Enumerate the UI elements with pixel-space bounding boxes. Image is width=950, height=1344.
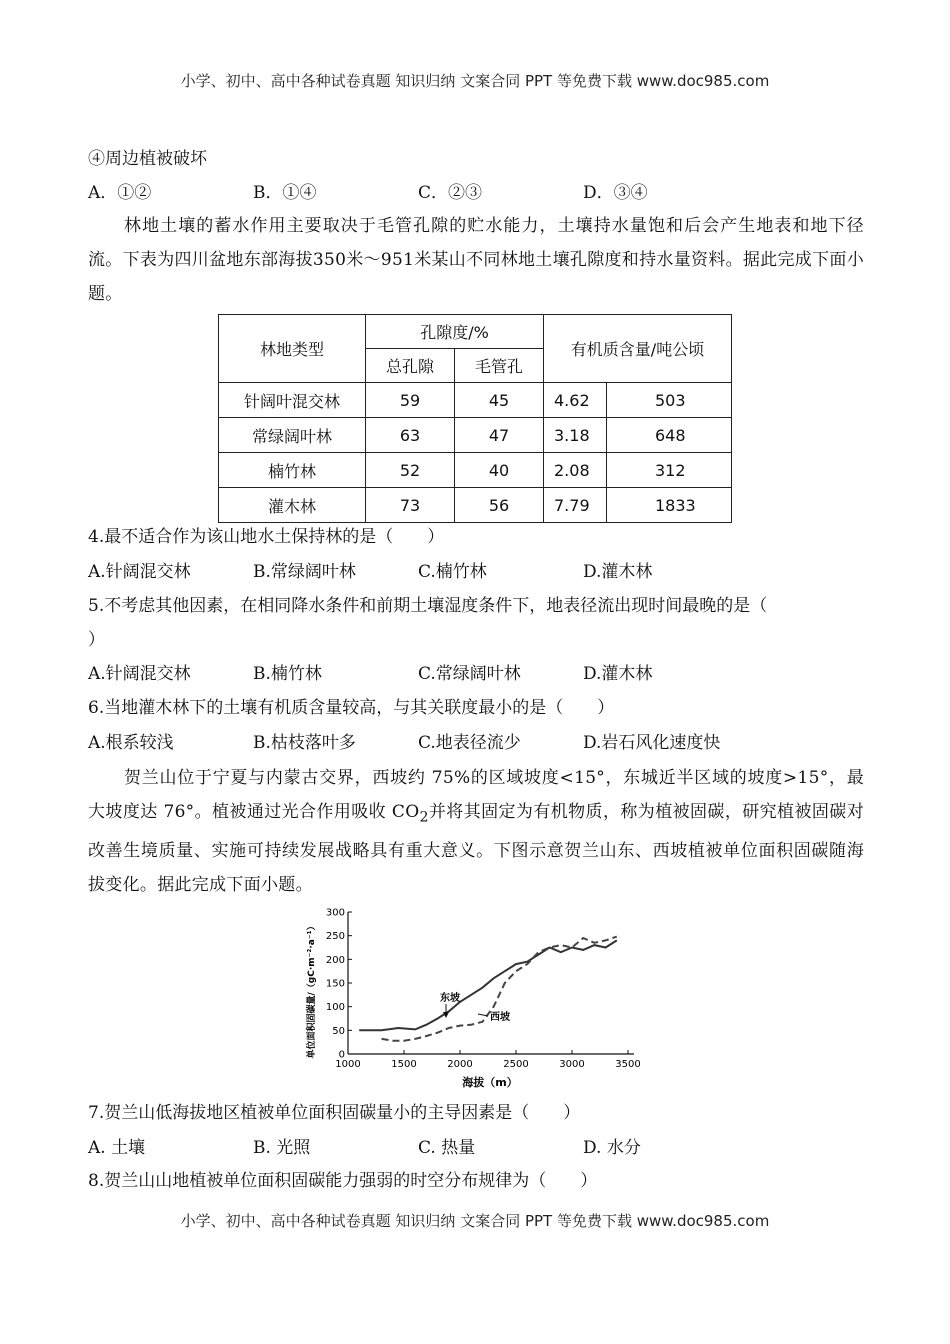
- q5-stem-close: ）: [88, 630, 105, 650]
- row-total: 73: [366, 488, 455, 523]
- table-row: [219, 383, 732, 418]
- y-tick-label: 300: [325, 907, 345, 919]
- y-tick-label: 200: [325, 954, 345, 966]
- q4-option-a[interactable]: A.针阔混交林: [88, 562, 191, 582]
- q6-option-d[interactable]: D.岩石风化速度快: [583, 733, 721, 753]
- row-value-a: 2.08: [544, 453, 607, 488]
- row-total: 63: [366, 418, 455, 453]
- table-row: [219, 488, 732, 523]
- row-value-b: 503: [607, 383, 732, 418]
- q6-option-b[interactable]: B.枯枝落叶多: [253, 733, 356, 753]
- x-tick-label: 1000: [335, 1059, 361, 1070]
- q4-stem: 4.最不适合作为该山地水土保持林的是（ ）: [88, 527, 445, 547]
- row-total: 59: [366, 383, 455, 418]
- y-axis-label: 单位面积固碳量/（gC·m⁻²·a⁻¹）: [307, 921, 317, 1059]
- y-tick-label: 250: [325, 931, 345, 943]
- q7-option-b[interactable]: B. 光照: [253, 1138, 311, 1158]
- q3-item-4: ④周边植被破坏: [88, 149, 207, 169]
- passage-forest-soil: 林地土壤的蓄水作用主要取决于毛管孔隙的贮水能力，土壤持水量饱和后会产生地表和地下径流。下表为四川盆地东部海拔350米～951米某山不同林地土壤孔隙度和持水量资料。据此完成下面小题。: [88, 216, 864, 304]
- header-organic: 有机质含量/吨公顷: [544, 315, 732, 383]
- q5-stem: 5.不考虑其他因素，在相同降水条件和前期土壤湿度条件下，地表径流出现时间最晚的是（: [88, 596, 768, 616]
- q3-option-d[interactable]: D．③④: [583, 183, 648, 203]
- row-name: 常绿阔叶林: [219, 418, 366, 453]
- x-tick-label: 2500: [503, 1059, 529, 1070]
- row-total: 52: [366, 453, 455, 488]
- row-value-a: 3.18: [544, 418, 607, 453]
- x-tick-label: 2000: [447, 1059, 473, 1070]
- row-value-b: 312: [607, 453, 732, 488]
- header-forest-type: 林地类型: [219, 315, 366, 383]
- x-tick-label: 3500: [615, 1059, 641, 1070]
- x-tick-label: 1500: [391, 1059, 417, 1070]
- q6-stem: 6.当地灌木林下的土壤有机质含量较高，与其关联度最小的是（ ）: [88, 698, 615, 718]
- east-slope-line: [359, 940, 617, 1030]
- page-header: 小学、初中、高中各种试卷真题 知识归纳 文案合同 PPT 等免费下载 www.doc985.com: [180, 72, 770, 90]
- q5-option-d[interactable]: D.灌木林: [583, 664, 653, 684]
- q7-stem: 7.贺兰山低海拔地区植被单位面积固碳量小的主导因素是（ ）: [88, 1103, 581, 1123]
- header-capillary-porosity: 毛管孔: [455, 349, 544, 383]
- west-slope-line: [382, 937, 617, 1041]
- x-axis-label: 海拔（m）: [462, 1076, 518, 1089]
- page-footer: 小学、初中、高中各种试卷真题 知识归纳 文案合同 PPT 等免费下载 www.doc985.com: [180, 1212, 770, 1230]
- passage-part-2: 并将其固定为有机物质，称为植被固碳，研究植被固碳对改善生境质量、实施可持续发展战略具有重大意义。下图示意贺兰山东、西坡植被单位面积固碳随海拔变化。据此完成下面小题。: [88, 802, 864, 896]
- x-axis-ticks: [335, 1050, 640, 1070]
- passage-part-1: 贺兰山位于宁夏与内蒙古交界，西坡约 75%的区域坡度<15°，东城近半区域的坡度>15°，最大坡度达 76°。植被通过光合作用吸收 CO: [88, 768, 864, 822]
- q6-option-a[interactable]: A.根系较浅: [88, 733, 174, 753]
- q7-option-a[interactable]: A. 土壤: [88, 1138, 146, 1158]
- q3-option-c[interactable]: C．②③: [418, 183, 483, 203]
- q6-option-c[interactable]: C.地表径流少: [418, 733, 521, 753]
- table-row: [219, 418, 732, 453]
- q5-option-b[interactable]: B.楠竹林: [253, 664, 322, 684]
- q3-option-b[interactable]: B．①④: [253, 183, 317, 203]
- row-name: 楠竹林: [219, 453, 366, 488]
- q4-option-b[interactable]: B.常绿阔叶林: [253, 562, 356, 582]
- q4-option-d[interactable]: D.灌木林: [583, 562, 653, 582]
- q7-option-d[interactable]: D. 水分: [583, 1138, 641, 1158]
- header-total-porosity: 总孔隙: [366, 349, 455, 383]
- co2-subscript: 2: [419, 809, 429, 826]
- west-slope-label: 西坡: [490, 1012, 510, 1023]
- q4-option-c[interactable]: C.楠竹林: [418, 562, 487, 582]
- passage-helan-mountain: [88, 761, 864, 902]
- y-tick-label: 150: [325, 978, 345, 990]
- east-slope-label: 东坡: [440, 993, 460, 1004]
- porosity-table: [218, 314, 732, 523]
- row-value-a: 7.79: [544, 488, 607, 523]
- row-value-a: 4.62: [544, 383, 607, 418]
- y-tick-label: 0: [338, 1049, 345, 1061]
- row-capillary: 40: [455, 453, 544, 488]
- row-value-b: 648: [607, 418, 732, 453]
- carbon-altitude-chart: [300, 900, 650, 1090]
- row-value-b: 1833: [607, 488, 732, 523]
- q5-option-a[interactable]: A.针阔混交林: [88, 664, 191, 684]
- table-row: [219, 453, 732, 488]
- q5-option-c[interactable]: C.常绿阔叶林: [418, 664, 521, 684]
- q7-option-c[interactable]: C. 热量: [418, 1138, 476, 1158]
- q3-option-a[interactable]: A．①②: [88, 183, 152, 203]
- row-capillary: 45: [455, 383, 544, 418]
- row-name: 灌木林: [219, 488, 366, 523]
- header-porosity: 孔隙度/%: [366, 315, 544, 349]
- y-tick-label: 50: [332, 1025, 345, 1037]
- y-tick-label: 100: [325, 1002, 345, 1014]
- row-capillary: 56: [455, 488, 544, 523]
- x-tick-label: 3000: [559, 1059, 585, 1070]
- row-name: 针阔叶混交林: [219, 383, 366, 418]
- q8-stem: 8.贺兰山山地植被单位面积固碳能力强弱的时空分布规律为（ ）: [88, 1171, 598, 1191]
- row-capillary: 47: [455, 418, 544, 453]
